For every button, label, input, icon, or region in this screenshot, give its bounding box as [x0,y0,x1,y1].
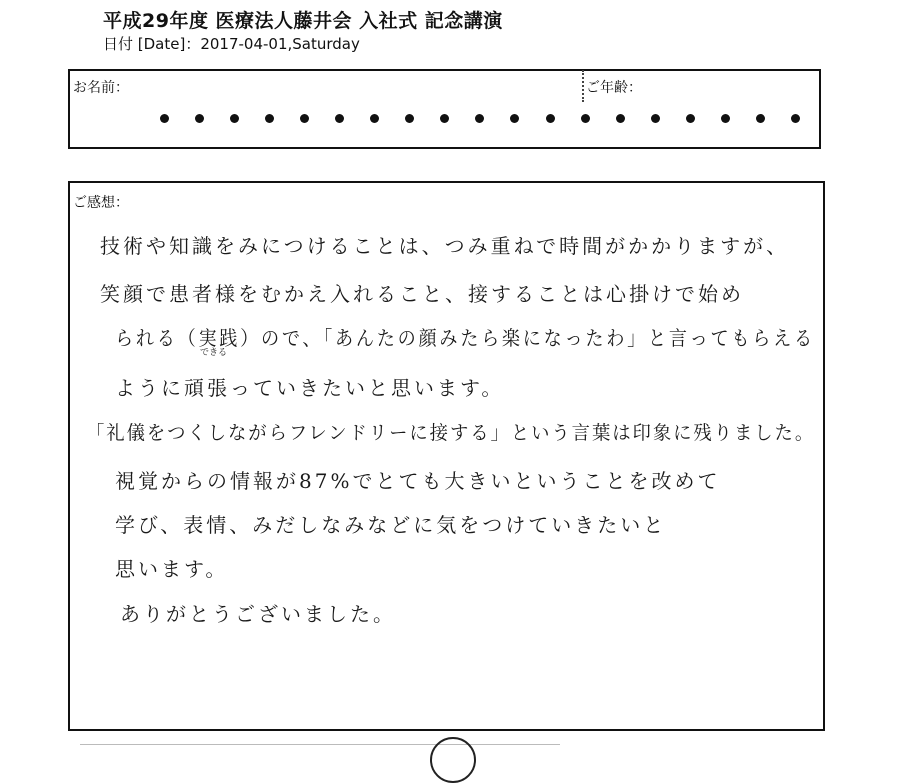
name-label: お名前： [73,80,129,96]
dot [300,114,309,123]
dot [335,114,344,123]
dot [510,114,519,123]
handwritten-line-5: 「礼儀をつくしながらフレンドリーに接する」という言葉は印象に残りました。 [86,422,816,444]
handwritten-line-9: ありがとうございました。 [120,602,396,626]
name-age-box [68,69,821,149]
impressions-label: ご感想： [73,195,129,211]
date-line: 日付 [Date]：2017-04-01,Saturday [103,35,360,53]
ruby-annotation: できる [200,348,228,358]
handwritten-line-7: 学び、表情、みだしなみなどに気をつけていきたいと [115,513,667,537]
dotted-line [160,111,800,125]
dot [581,114,590,123]
handwritten-line-3: られる（実践）ので、「あんたの顔みたら楽になったわ」と言ってもらえる [115,326,815,350]
dot [651,114,660,123]
handwritten-line-6: 視覚からの情報が87%でとても大きいということを改めて [115,469,721,493]
age-divider [582,70,585,102]
handwritten-line-1: 技術や知識をみにつけることは、つみ重ねで時間がかかりますが、 [100,234,790,258]
page-title: 平成29年度 医療法人藤井会 入社式 記念講演 [103,10,503,32]
dot [265,114,274,123]
dot [475,114,484,123]
dot [686,114,695,123]
dot [616,114,625,123]
age-label: ご年齢： [586,80,642,96]
dot [546,114,555,123]
dot [195,114,204,123]
dot [756,114,765,123]
footer-rule [80,744,560,755]
dot [370,114,379,123]
handwritten-line-2: 笑顔で患者様をむかえ入れること、接することは心掛けで始め [100,282,744,306]
stamp-circle [430,737,476,783]
handwritten-line-4: ように頑張っていきたいと思います。 [115,376,505,400]
dot [405,114,414,123]
impressions-box [68,181,825,731]
handwritten-line-8: 思います。 [115,557,229,581]
dot [791,114,800,123]
dot [230,114,239,123]
dot [440,114,449,123]
dot [721,114,730,123]
dot [160,114,169,123]
